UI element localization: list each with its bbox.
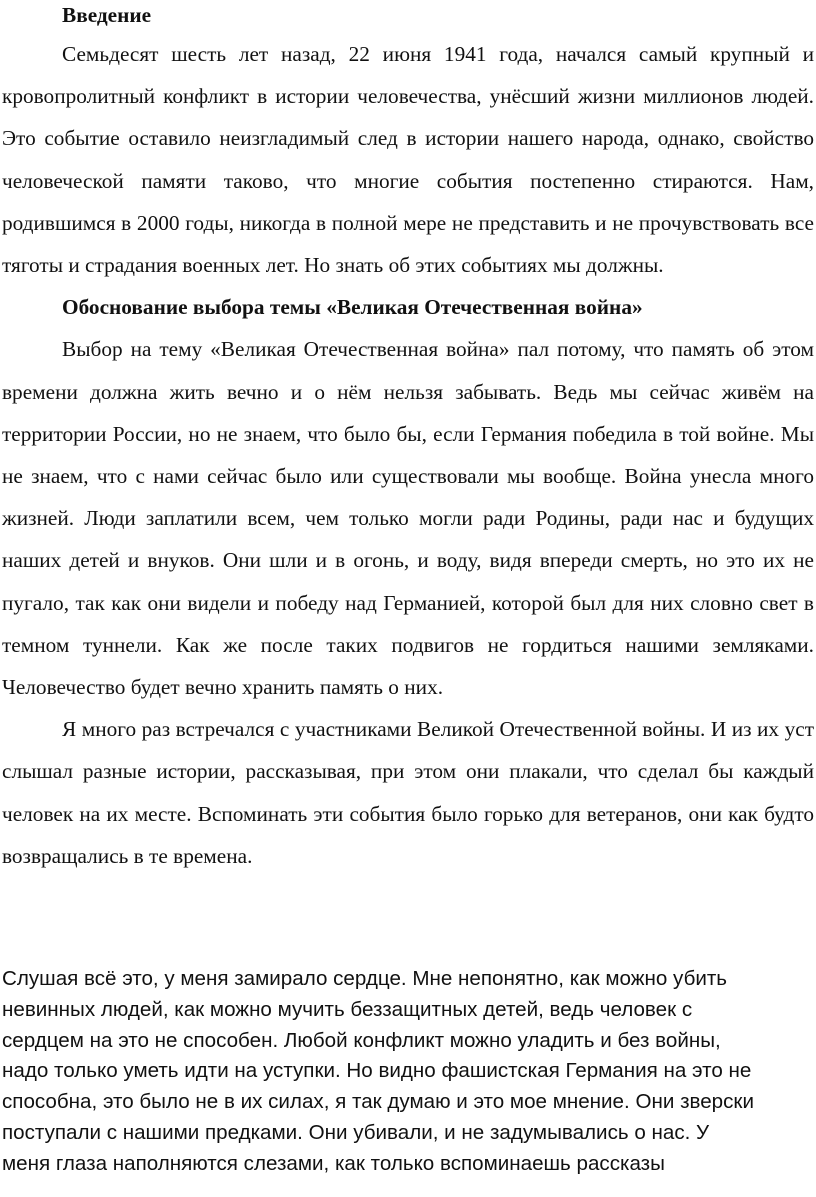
heading-topic-choice: Обоснование выбора темы «Великая Отечественная война» <box>62 295 643 320</box>
heading-introduction: Введение <box>62 3 152 27</box>
paragraph-topic-choice: Выбор на тему «Великая Отечественная война» пал потому, что память об этом времени должна жить вечно и о нём нельзя забывать. Ведь мы сейчас живём на территории России, но не знаем, что было бы, если Германия победила в той войне. Мы не знаем, что с нами сейчас было или существовали мы вообще. Война унесла много жизней. Люди заплатили всем, чем только могли ради Родины, ради нас и будущих наших детей и внуков. Они шли и в огонь, и воду, видя впереди смерть, но это их не пугало, так как они видели и победу над Германией, которой был для них словно свет в темном туннели. Как же после таких подвигов не гордиться нашими земляками. Человечество будет вечно хранить память о них. <box>2 337 814 700</box>
paragraph-feelings-line: Слушая всё это, у меня замирало сердце. Мне непонятно, как можно убить <box>2 967 728 990</box>
paragraph-feelings-line: сердцем на это не способен. Любой конфликт можно уладить и без войны, <box>2 1028 721 1052</box>
paragraph-feelings-line: способна, это было не в их силах, я так думаю и это мое мнение. Они зверски <box>2 1090 754 1114</box>
paragraph-feelings-line: меня глаза наполняются слезами, как только вспоминаешь рассказы <box>2 1151 665 1175</box>
paragraph-feelings-line: надо только уметь идти на уступки. Но видно фашистская Германия на это не <box>2 1059 752 1083</box>
paragraph-feelings <box>0 964 814 1180</box>
paragraph-feelings-line: поступали с нашими предками. Они убивали, и не задумывались о нас. У <box>2 1120 710 1144</box>
paragraph-feelings-line: невинных людей, как можно мучить беззащитных детей, ведь человек с <box>2 997 693 1021</box>
paragraph-veterans: Я много раз встречался с участниками Великой Отечественной войны. И из их уст слышал разные истории, рассказывая, при этом они плакали, что сделал бы каждый человек на их месте. Вспоминать эти события было горько для ветеранов, они как будто возвращались в те времена. <box>2 717 814 868</box>
paragraph-introduction: Семьдесят шесть лет назад, 22 июня 1941 года, начался самый крупный и кровопролитный конфликт в истории человечества, унёсший жизни миллионов людей. Это событие оставило неизгладимый след в истории нашего народа, однако, свойство человеческой памяти таково, что многие события постепенно стираются. Нам, родившимся в 2000 годы, никогда в полной мере не представить и не прочувствовать все тяготы и страдания военных лет. Но знать об этих событиях мы должны. <box>2 42 814 278</box>
